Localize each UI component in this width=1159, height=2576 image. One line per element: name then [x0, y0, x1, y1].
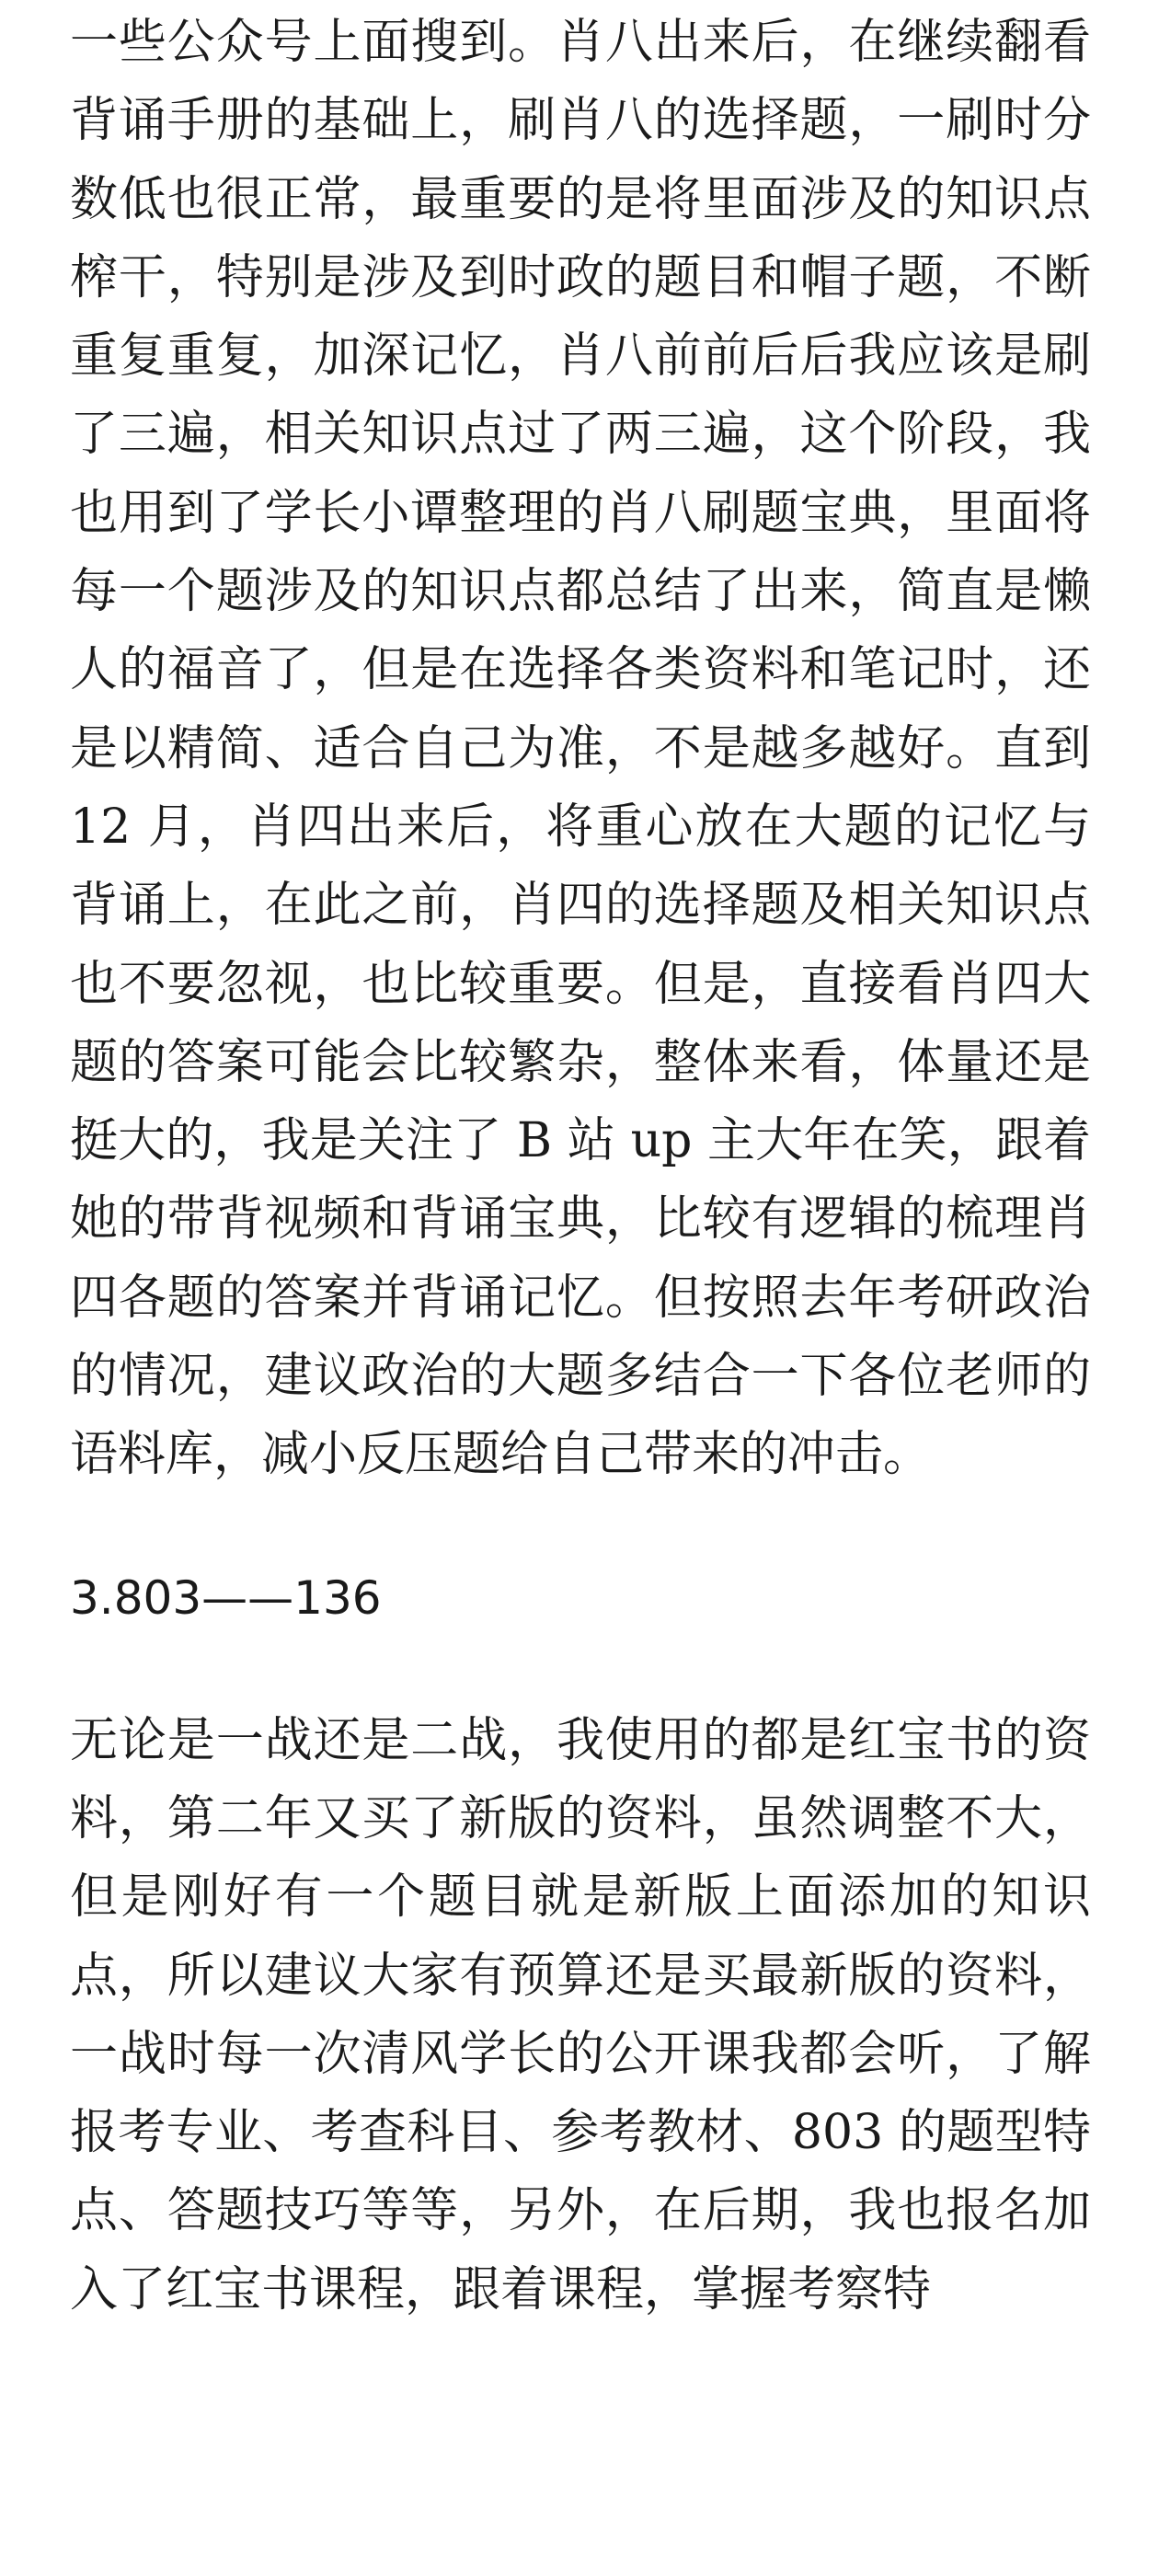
- paragraph-803-materials: 无论是一战还是二战，我使用的都是红宝书的资料，第二年又买了新版的资料，虽然调整不大，但是刚好有一个题目就是新版上面添加的知识点，所以建议大家有预算还是买最新版的资料，一战时每一次清风学长的公开课我都会听，了解报考专业、考查科目、参考教材、803 的题型特点、答题技巧等等，另外，在后期，我也报名加入了红宝书课程，跟着课程，掌握考察特: [70, 1712, 1091, 2317]
- paragraph-spacer: [70, 1495, 1091, 1559]
- article-body: [70, 4, 1091, 2329]
- section-heading: 3.803——136: [70, 1570, 382, 1625]
- paragraph-politics-review: 一些公众号上面搜到。肖八出来后，在继续翻看背诵手册的基础上，刷肖八的选择题，一刷时分数低也很正常，最重要的是将里面涉及的知识点榨干，特别是涉及到时政的题目和帽子题，不断重复重复，加深记忆，肖八前前后后我应该是刷了三遍，相关知识点过了两三遍，这个阶段，我也用到了学长小谭整理的肖八刷题宝典，里面将每一个题涉及的知识点都总结了出来，简直是懒人的福音了，但是在选择各类资料和笔记时，还是以精简、适合自己为准，不是越多越好。直到 12 月，肖四出来后，将重心放在大题的记忆与背诵上，在此之前，肖四的选择题及相关知识点也不要忽视，也比较重要。但是，直接看肖四大题的答案可能会比较繁杂，整体来看，体量还是挺大的，我是关注了 B 站 up 主大年在笑，跟着她的带背视频和背诵宝典，比较有逻辑的梳理肖四各题的答案并背诵记忆。但按照去年考研政治的情况，建议政治的大题多结合一下各位老师的语料库，减小反压题给自己带来的冲击。: [70, 15, 1091, 1483]
- paragraph-spacer: [70, 1638, 1091, 1702]
